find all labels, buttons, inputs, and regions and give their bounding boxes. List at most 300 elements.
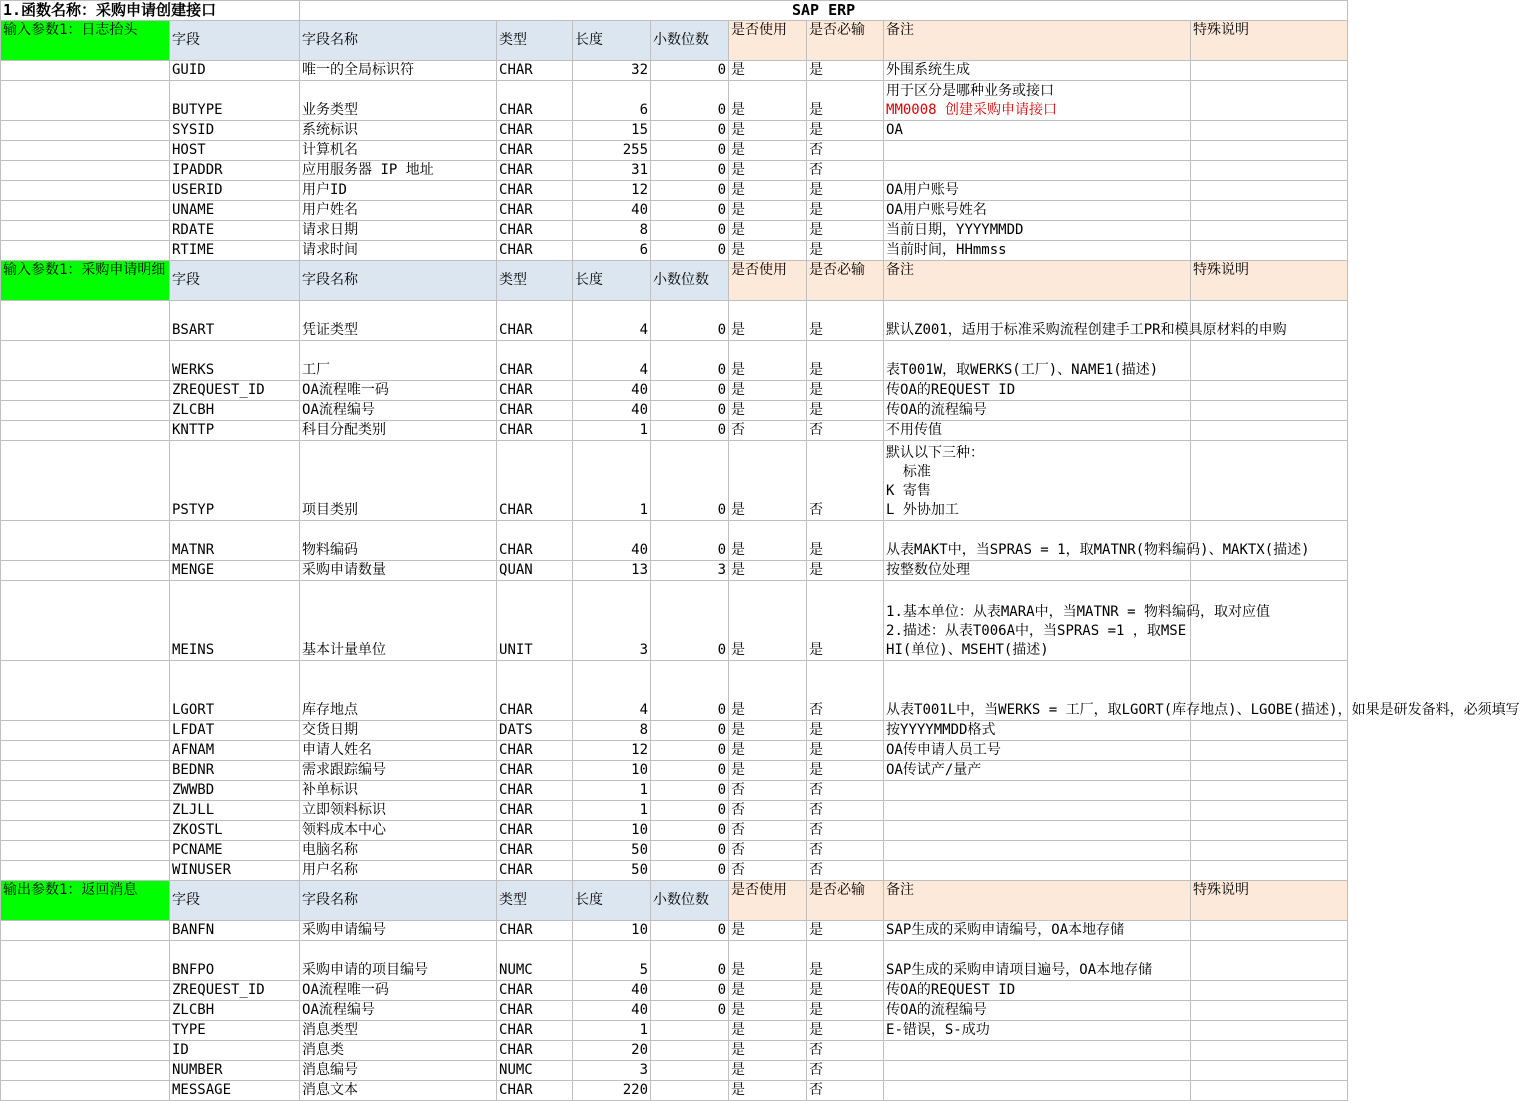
field-type[interactable]: NUMC <box>497 941 573 981</box>
remark-cell[interactable] <box>884 61 1191 81</box>
remark-cell[interactable] <box>884 861 1191 881</box>
field-length[interactable]: 31 <box>573 161 651 181</box>
field-name[interactable]: 领料成本中心 <box>300 821 497 841</box>
field-length[interactable]: 13 <box>573 561 651 581</box>
used-flag[interactable]: 是 <box>729 121 807 141</box>
special-note-cell[interactable] <box>1191 981 1348 1001</box>
field-length[interactable]: 32 <box>573 61 651 81</box>
empty-cell[interactable] <box>1 561 170 581</box>
field-length[interactable]: 1 <box>573 1021 651 1041</box>
empty-cell[interactable] <box>1 201 170 221</box>
field-length[interactable]: 1 <box>573 421 651 441</box>
special-note-cell[interactable] <box>1191 561 1348 581</box>
field-code[interactable]: MEINS <box>170 581 300 661</box>
required-flag[interactable]: 否 <box>807 661 884 721</box>
header-type[interactable]: 类型 <box>497 261 573 301</box>
field-code[interactable]: NUMBER <box>170 1061 300 1081</box>
header-remark[interactable]: 备注 <box>884 21 1191 61</box>
remark-cell[interactable] <box>884 441 1191 521</box>
field-code[interactable]: LFDAT <box>170 721 300 741</box>
field-type[interactable]: CHAR <box>497 761 573 781</box>
empty-cell[interactable] <box>1 821 170 841</box>
header-special[interactable]: 特殊说明 <box>1191 261 1348 301</box>
field-code[interactable]: RDATE <box>170 221 300 241</box>
field-code[interactable]: ZLCBH <box>170 401 300 421</box>
special-note-cell[interactable] <box>1191 941 1348 981</box>
used-flag[interactable]: 是 <box>729 921 807 941</box>
remark-cell[interactable] <box>884 1041 1191 1061</box>
field-decimals[interactable]: 0 <box>651 661 729 721</box>
special-note-cell[interactable] <box>1191 441 1348 521</box>
field-length[interactable]: 4 <box>573 661 651 721</box>
required-flag[interactable]: 是 <box>807 81 884 121</box>
remark-cell[interactable] <box>884 821 1191 841</box>
field-decimals[interactable] <box>651 1041 729 1061</box>
field-length[interactable]: 40 <box>573 521 651 561</box>
field-name[interactable]: 采购申请数量 <box>300 561 497 581</box>
field-code[interactable]: PCNAME <box>170 841 300 861</box>
function-title[interactable]: 1.函数名称：采购申请创建接口 <box>1 1 300 21</box>
field-type[interactable]: QUAN <box>497 561 573 581</box>
used-flag[interactable]: 是 <box>729 201 807 221</box>
field-length[interactable]: 1 <box>573 781 651 801</box>
field-decimals[interactable]: 0 <box>651 861 729 881</box>
special-note-cell[interactable] <box>1191 921 1348 941</box>
special-note-cell[interactable] <box>1191 1061 1348 1081</box>
field-length[interactable]: 4 <box>573 301 651 341</box>
field-code[interactable]: BEDNR <box>170 761 300 781</box>
field-code[interactable]: WINUSER <box>170 861 300 881</box>
field-type[interactable]: CHAR <box>497 1081 573 1101</box>
field-type[interactable]: CHAR <box>497 141 573 161</box>
field-type[interactable]: CHAR <box>497 441 573 521</box>
field-length[interactable]: 5 <box>573 941 651 981</box>
used-flag[interactable]: 是 <box>729 1081 807 1101</box>
empty-cell[interactable] <box>1 441 170 521</box>
field-type[interactable]: NUMC <box>497 1061 573 1081</box>
field-code[interactable]: LGORT <box>170 661 300 721</box>
header-field-name[interactable]: 字段名称 <box>300 881 497 921</box>
field-type[interactable]: CHAR <box>497 981 573 1001</box>
used-flag[interactable]: 是 <box>729 741 807 761</box>
field-type[interactable]: CHAR <box>497 661 573 721</box>
header-used[interactable]: 是否使用 <box>729 881 807 921</box>
field-length[interactable]: 1 <box>573 801 651 821</box>
remark-cell[interactable] <box>884 581 1271 661</box>
system-name[interactable]: SAP ERP <box>300 1 1348 21</box>
empty-cell[interactable] <box>1 921 170 941</box>
used-flag[interactable]: 是 <box>729 1001 807 1021</box>
special-note-cell[interactable] <box>1191 821 1348 841</box>
used-flag[interactable]: 是 <box>729 181 807 201</box>
field-type[interactable]: UNIT <box>497 581 573 661</box>
empty-cell[interactable] <box>1 81 170 121</box>
remark-cell[interactable] <box>884 301 1287 341</box>
used-flag[interactable]: 是 <box>729 521 807 561</box>
special-note-cell[interactable] <box>1191 121 1348 141</box>
remark-cell[interactable] <box>884 421 1191 441</box>
field-type[interactable]: CHAR <box>497 181 573 201</box>
used-flag[interactable]: 否 <box>729 821 807 841</box>
field-code[interactable]: WERKS <box>170 341 300 381</box>
field-decimals[interactable]: 0 <box>651 341 729 381</box>
field-name[interactable]: 请求时间 <box>300 241 497 261</box>
special-note-cell[interactable] <box>1191 141 1348 161</box>
field-length[interactable]: 3 <box>573 1061 651 1081</box>
empty-cell[interactable] <box>1 221 170 241</box>
used-flag[interactable]: 否 <box>729 841 807 861</box>
required-flag[interactable]: 否 <box>807 781 884 801</box>
special-note-cell[interactable] <box>1191 801 1348 821</box>
field-decimals[interactable]: 0 <box>651 941 729 981</box>
field-name[interactable]: 请求日期 <box>300 221 497 241</box>
used-flag[interactable]: 是 <box>729 161 807 181</box>
required-flag[interactable]: 是 <box>807 241 884 261</box>
field-type[interactable]: CHAR <box>497 1041 573 1061</box>
field-decimals[interactable]: 0 <box>651 821 729 841</box>
used-flag[interactable]: 是 <box>729 581 807 661</box>
field-length[interactable]: 10 <box>573 921 651 941</box>
special-note-cell[interactable] <box>1191 1001 1348 1021</box>
empty-cell[interactable] <box>1 761 170 781</box>
field-code[interactable]: BUTYPE <box>170 81 300 121</box>
remark-cell[interactable] <box>884 161 1191 181</box>
remark-cell[interactable] <box>884 401 1191 421</box>
empty-cell[interactable] <box>1 1001 170 1021</box>
special-note-cell[interactable] <box>1191 201 1348 221</box>
empty-cell[interactable] <box>1 421 170 441</box>
required-flag[interactable]: 否 <box>807 161 884 181</box>
remark-cell[interactable] <box>884 221 1191 241</box>
required-flag[interactable]: 是 <box>807 381 884 401</box>
field-code[interactable]: BANFN <box>170 921 300 941</box>
special-note-cell[interactable] <box>1191 721 1348 741</box>
field-length[interactable]: 40 <box>573 201 651 221</box>
header-decimals[interactable]: 小数位数 <box>651 261 729 301</box>
field-length[interactable]: 50 <box>573 861 651 881</box>
special-note-cell[interactable] <box>1191 841 1348 861</box>
required-flag[interactable]: 是 <box>807 61 884 81</box>
remark-cell[interactable] <box>884 81 1191 121</box>
field-code[interactable]: USERID <box>170 181 300 201</box>
field-type[interactable]: CHAR <box>497 1001 573 1021</box>
field-decimals[interactable]: 0 <box>651 781 729 801</box>
used-flag[interactable]: 是 <box>729 241 807 261</box>
empty-cell[interactable] <box>1 1021 170 1041</box>
required-flag[interactable]: 否 <box>807 141 884 161</box>
used-flag[interactable]: 是 <box>729 941 807 981</box>
remark-cell[interactable] <box>884 141 1191 161</box>
remark-cell[interactable] <box>884 741 1191 761</box>
section-label[interactable]: 输出参数1：返回消息 <box>1 881 170 921</box>
remark-cell[interactable] <box>884 921 1191 941</box>
field-decimals[interactable] <box>651 1081 729 1101</box>
header-field-name[interactable]: 字段名称 <box>300 21 497 61</box>
field-type[interactable]: DATS <box>497 721 573 741</box>
empty-cell[interactable] <box>1 1061 170 1081</box>
required-flag[interactable]: 是 <box>807 201 884 221</box>
field-code[interactable]: KNTTP <box>170 421 300 441</box>
field-name[interactable]: 补单标识 <box>300 781 497 801</box>
field-code[interactable]: HOST <box>170 141 300 161</box>
field-length[interactable]: 20 <box>573 1041 651 1061</box>
required-flag[interactable]: 是 <box>807 521 884 561</box>
field-type[interactable]: CHAR <box>497 341 573 381</box>
empty-cell[interactable] <box>1 141 170 161</box>
field-name[interactable]: 库存地点 <box>300 661 497 721</box>
field-name[interactable]: 应用服务器 IP 地址 <box>300 161 497 181</box>
empty-cell[interactable] <box>1 801 170 821</box>
field-name[interactable]: OA流程编号 <box>300 401 497 421</box>
empty-cell[interactable] <box>1 661 170 721</box>
field-decimals[interactable]: 0 <box>651 721 729 741</box>
field-name[interactable]: 业务类型 <box>300 81 497 121</box>
header-required[interactable]: 是否必输 <box>807 21 884 61</box>
remark-cell[interactable] <box>884 1021 1191 1041</box>
field-length[interactable]: 255 <box>573 141 651 161</box>
used-flag[interactable]: 否 <box>729 861 807 881</box>
required-flag[interactable]: 是 <box>807 741 884 761</box>
empty-cell[interactable] <box>1 941 170 981</box>
field-type[interactable]: CHAR <box>497 81 573 121</box>
field-length[interactable]: 12 <box>573 741 651 761</box>
special-note-cell[interactable] <box>1191 341 1348 381</box>
field-code[interactable]: RTIME <box>170 241 300 261</box>
field-decimals[interactable]: 0 <box>651 181 729 201</box>
field-type[interactable]: CHAR <box>497 61 573 81</box>
field-length[interactable]: 6 <box>573 81 651 121</box>
field-decimals[interactable]: 0 <box>651 201 729 221</box>
field-length[interactable]: 40 <box>573 1001 651 1021</box>
special-note-cell[interactable] <box>1191 1021 1348 1041</box>
field-name[interactable]: OA流程唯一码 <box>300 381 497 401</box>
field-name[interactable]: 立即领料标识 <box>300 801 497 821</box>
field-name[interactable]: 系统标识 <box>300 121 497 141</box>
field-type[interactable]: CHAR <box>497 301 573 341</box>
field-name[interactable]: 用户名称 <box>300 861 497 881</box>
field-name[interactable]: 消息类型 <box>300 1021 497 1041</box>
field-decimals[interactable]: 0 <box>651 381 729 401</box>
field-code[interactable]: MATNR <box>170 521 300 561</box>
header-field[interactable]: 字段 <box>170 881 300 921</box>
field-decimals[interactable]: 0 <box>651 61 729 81</box>
field-name[interactable]: 采购申请编号 <box>300 921 497 941</box>
remark-cell[interactable] <box>884 721 1191 741</box>
header-used[interactable]: 是否使用 <box>729 21 807 61</box>
field-code[interactable]: ZREQUEST_ID <box>170 981 300 1001</box>
field-type[interactable]: CHAR <box>497 921 573 941</box>
used-flag[interactable]: 是 <box>729 221 807 241</box>
remark-cell[interactable] <box>884 1061 1191 1081</box>
required-flag[interactable]: 否 <box>807 1081 884 1101</box>
remark-cell[interactable] <box>884 801 1191 821</box>
field-name[interactable]: 物料编码 <box>300 521 497 561</box>
field-decimals[interactable]: 3 <box>651 561 729 581</box>
special-note-cell[interactable] <box>1191 761 1348 781</box>
field-name[interactable]: 消息文本 <box>300 1081 497 1101</box>
remark-cell[interactable] <box>884 561 1191 581</box>
used-flag[interactable]: 否 <box>729 781 807 801</box>
used-flag[interactable]: 是 <box>729 61 807 81</box>
field-length[interactable]: 8 <box>573 721 651 741</box>
required-flag[interactable]: 是 <box>807 301 884 341</box>
field-type[interactable]: CHAR <box>497 121 573 141</box>
field-type[interactable]: CHAR <box>497 161 573 181</box>
field-name[interactable]: 工厂 <box>300 341 497 381</box>
header-decimals[interactable]: 小数位数 <box>651 881 729 921</box>
required-flag[interactable]: 是 <box>807 221 884 241</box>
header-field[interactable]: 字段 <box>170 21 300 61</box>
field-type[interactable]: CHAR <box>497 381 573 401</box>
remark-cell[interactable] <box>884 121 1191 141</box>
field-type[interactable]: CHAR <box>497 401 573 421</box>
empty-cell[interactable] <box>1 581 170 661</box>
field-length[interactable]: 10 <box>573 761 651 781</box>
header-used[interactable]: 是否使用 <box>729 261 807 301</box>
required-flag[interactable]: 是 <box>807 1021 884 1041</box>
empty-cell[interactable] <box>1 401 170 421</box>
remark-cell[interactable] <box>884 1081 1191 1101</box>
field-length[interactable]: 1 <box>573 441 651 521</box>
remark-cell[interactable] <box>884 201 1191 221</box>
used-flag[interactable]: 否 <box>729 801 807 821</box>
special-note-cell[interactable] <box>1191 81 1348 121</box>
field-name[interactable]: 计算机名 <box>300 141 497 161</box>
field-name[interactable]: 科目分配类别 <box>300 421 497 441</box>
empty-cell[interactable] <box>1 981 170 1001</box>
field-name[interactable]: OA流程编号 <box>300 1001 497 1021</box>
used-flag[interactable]: 是 <box>729 141 807 161</box>
header-required[interactable]: 是否必输 <box>807 261 884 301</box>
field-name[interactable]: 用户ID <box>300 181 497 201</box>
used-flag[interactable]: 是 <box>729 1021 807 1041</box>
field-type[interactable]: CHAR <box>497 781 573 801</box>
field-decimals[interactable]: 0 <box>651 581 729 661</box>
field-code[interactable]: GUID <box>170 61 300 81</box>
required-flag[interactable]: 否 <box>807 801 884 821</box>
field-decimals[interactable]: 0 <box>651 401 729 421</box>
special-note-cell[interactable] <box>1191 161 1348 181</box>
header-special[interactable]: 特殊说明 <box>1191 21 1348 61</box>
field-type[interactable]: CHAR <box>497 521 573 561</box>
field-name[interactable]: 消息编号 <box>300 1061 497 1081</box>
field-decimals[interactable]: 0 <box>651 241 729 261</box>
remark-cell[interactable] <box>884 1001 1191 1021</box>
required-flag[interactable]: 否 <box>807 821 884 841</box>
header-special[interactable]: 特殊说明 <box>1191 881 1348 921</box>
field-name[interactable]: 用户姓名 <box>300 201 497 221</box>
empty-cell[interactable] <box>1 121 170 141</box>
field-type[interactable]: CHAR <box>497 801 573 821</box>
required-flag[interactable]: 否 <box>807 1061 884 1081</box>
required-flag[interactable]: 是 <box>807 721 884 741</box>
empty-cell[interactable] <box>1 301 170 341</box>
empty-cell[interactable] <box>1 741 170 761</box>
field-code[interactable]: MESSAGE <box>170 1081 300 1101</box>
remark-cell[interactable] <box>884 181 1191 201</box>
required-flag[interactable]: 是 <box>807 1001 884 1021</box>
used-flag[interactable]: 是 <box>729 1061 807 1081</box>
special-note-cell[interactable] <box>1191 741 1348 761</box>
remark-cell[interactable] <box>884 341 1191 381</box>
required-flag[interactable]: 是 <box>807 581 884 661</box>
empty-cell[interactable] <box>1 161 170 181</box>
field-name[interactable]: 采购申请的项目编号 <box>300 941 497 981</box>
remark-cell[interactable] <box>884 981 1191 1001</box>
remark-cell[interactable] <box>884 761 1191 781</box>
header-remark[interactable]: 备注 <box>884 881 1191 921</box>
field-code[interactable]: ZREQUEST_ID <box>170 381 300 401</box>
empty-cell[interactable] <box>1 521 170 561</box>
remark-cell[interactable] <box>884 781 1191 801</box>
used-flag[interactable]: 是 <box>729 301 807 341</box>
required-flag[interactable]: 是 <box>807 121 884 141</box>
field-decimals[interactable]: 0 <box>651 521 729 561</box>
required-flag[interactable]: 是 <box>807 761 884 781</box>
field-name[interactable]: 基本计量单位 <box>300 581 497 661</box>
field-length[interactable]: 10 <box>573 821 651 841</box>
empty-cell[interactable] <box>1 241 170 261</box>
field-type[interactable]: CHAR <box>497 1021 573 1041</box>
field-type[interactable]: CHAR <box>497 841 573 861</box>
required-flag[interactable]: 否 <box>807 421 884 441</box>
field-code[interactable]: ZWWBD <box>170 781 300 801</box>
field-code[interactable]: BNFPO <box>170 941 300 981</box>
required-flag[interactable]: 是 <box>807 181 884 201</box>
field-code[interactable]: IPADDR <box>170 161 300 181</box>
field-code[interactable]: ID <box>170 1041 300 1061</box>
header-type[interactable]: 类型 <box>497 21 573 61</box>
header-field[interactable]: 字段 <box>170 261 300 301</box>
used-flag[interactable]: 是 <box>729 661 807 721</box>
field-decimals[interactable]: 0 <box>651 121 729 141</box>
field-code[interactable]: AFNAM <box>170 741 300 761</box>
field-type[interactable]: CHAR <box>497 421 573 441</box>
header-length[interactable]: 长度 <box>573 261 651 301</box>
field-code[interactable]: ZLCBH <box>170 1001 300 1021</box>
field-decimals[interactable]: 0 <box>651 1001 729 1021</box>
empty-cell[interactable] <box>1 381 170 401</box>
field-code[interactable]: SYSID <box>170 121 300 141</box>
field-decimals[interactable] <box>651 1061 729 1081</box>
section-label[interactable]: 输入参数1：日志抬头 <box>1 21 170 61</box>
special-note-cell[interactable] <box>1191 781 1348 801</box>
empty-cell[interactable] <box>1 61 170 81</box>
field-length[interactable]: 40 <box>573 401 651 421</box>
field-decimals[interactable]: 0 <box>651 741 729 761</box>
field-decimals[interactable]: 0 <box>651 441 729 521</box>
field-length[interactable]: 6 <box>573 241 651 261</box>
field-decimals[interactable]: 0 <box>651 221 729 241</box>
used-flag[interactable]: 是 <box>729 381 807 401</box>
field-decimals[interactable]: 0 <box>651 761 729 781</box>
field-name[interactable]: 唯一的全局标识符 <box>300 61 497 81</box>
special-note-cell[interactable] <box>1191 1081 1348 1101</box>
required-flag[interactable]: 否 <box>807 441 884 521</box>
empty-cell[interactable] <box>1 861 170 881</box>
required-flag[interactable]: 是 <box>807 341 884 381</box>
required-flag[interactable]: 是 <box>807 561 884 581</box>
header-field-name[interactable]: 字段名称 <box>300 261 497 301</box>
field-name[interactable]: OA流程唯一码 <box>300 981 497 1001</box>
remark-cell[interactable] <box>884 661 1520 721</box>
header-decimals[interactable]: 小数位数 <box>651 21 729 61</box>
empty-cell[interactable] <box>1 721 170 741</box>
used-flag[interactable]: 否 <box>729 421 807 441</box>
field-length[interactable]: 40 <box>573 381 651 401</box>
field-decimals[interactable]: 0 <box>651 301 729 341</box>
field-name[interactable]: 项目类别 <box>300 441 497 521</box>
